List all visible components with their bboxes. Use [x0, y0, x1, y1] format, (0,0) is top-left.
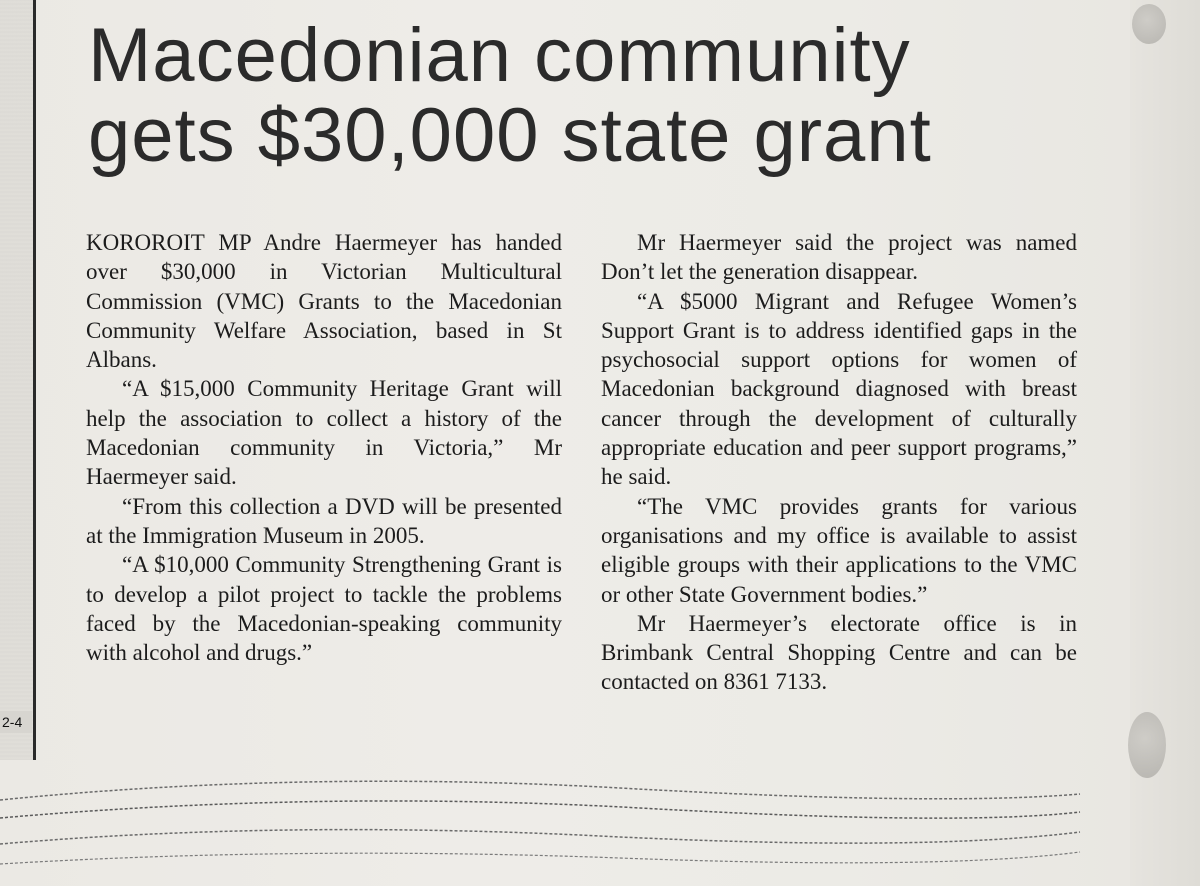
paragraph: KOROROIT MP Andre Haermeyer has handed over $30,000 in Victorian Multicultural Commission (VMC) Grants to the Macedonian Community Welfare Association, based in St Albans.: [86, 230, 562, 373]
paragraph: Mr Haermeyer said the project was named Don’t let the generation disappear.: [601, 230, 1077, 285]
paragraph: Mr Haermeyer’s electorate office is in Brimbank Central Shopping Centre and can be contacted on 8361 7133.: [601, 610, 1077, 695]
headline-line-2: gets $30,000 state grant: [88, 93, 932, 178]
paragraph: “From this collection a DVD will be presented at the Immigration Museum in 2005.: [86, 493, 562, 548]
paragraph: “A $10,000 Community Strengthening Grant is to develop a pilot project to tackle the problems faced by the Macedonian-speaking community with alcohol and drugs.”: [86, 552, 562, 666]
punch-hole-top: [1132, 4, 1166, 44]
headline-line-1: Macedonian community: [88, 13, 911, 98]
torn-edge-decoration: [0, 760, 1130, 886]
headline: [88, 13, 1088, 178]
column-rule: [33, 0, 36, 760]
paragraph: “The VMC provides grants for various organisations and my office is available to assist eligible groups with their applications to the VMC or other State Government bodies.”: [601, 493, 1077, 607]
punch-hole-bottom: [1128, 712, 1166, 778]
paragraph: “A $15,000 Community Heritage Grant will help the association to collect a history of the Macedonian community in Victoria,” Mr Haermeyer said.: [86, 376, 562, 490]
paragraph: “A $5000 Migrant and Refugee Women’s Support Grant is to address identified gaps in the psychosocial support options for women of Macedonian background diagnosed with breast cancer through the development of culturally appropriate education and peer support programs,” he said.: [601, 288, 1077, 490]
adjacent-column-strip: [0, 0, 34, 760]
article-column-left: [86, 228, 562, 667]
article-column-right: [601, 228, 1077, 697]
page-reference: 2-4: [0, 711, 32, 733]
